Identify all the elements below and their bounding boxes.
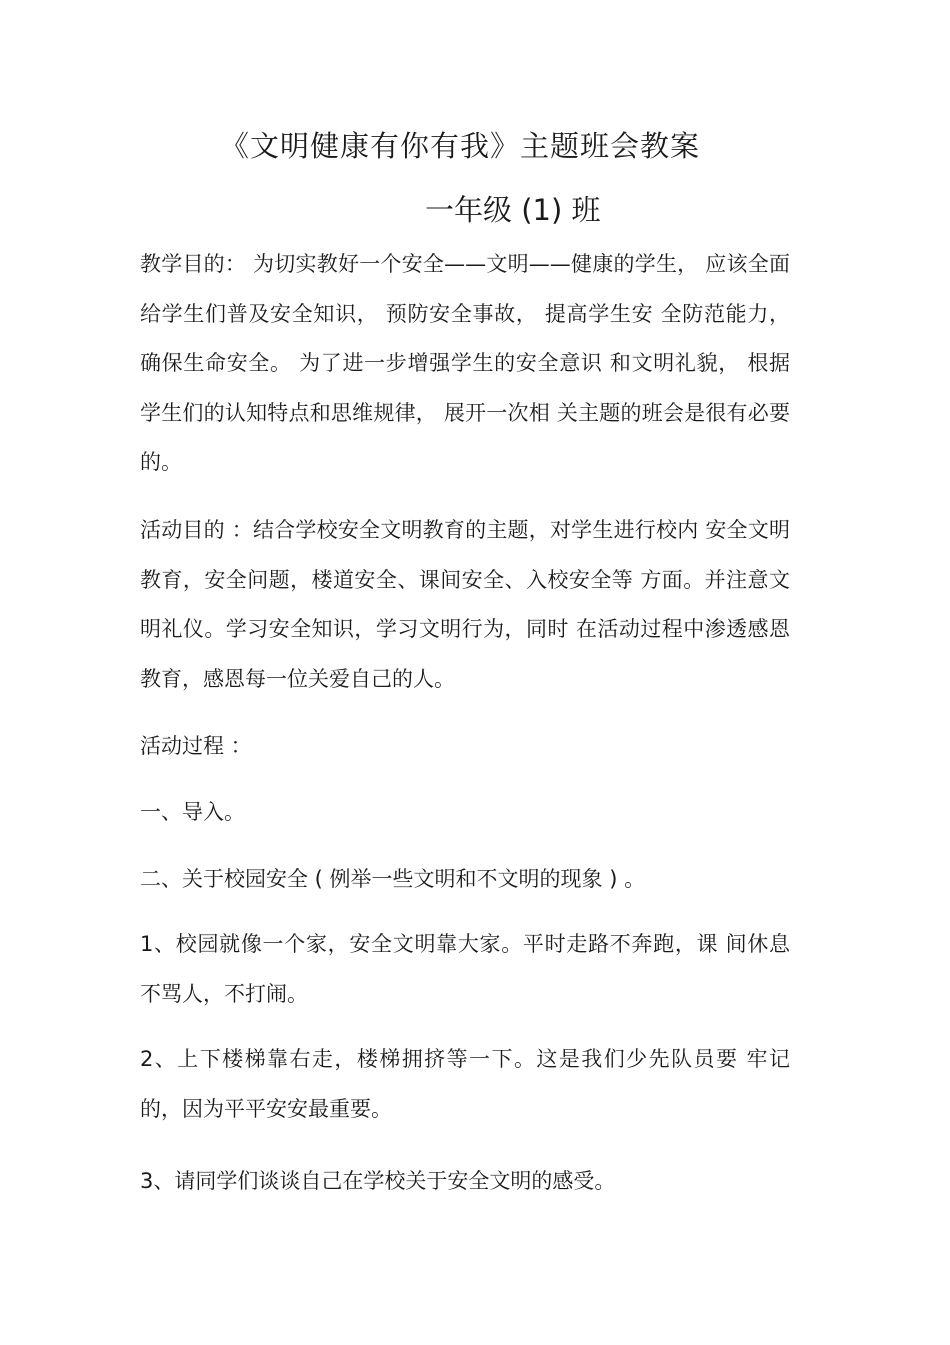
list-item-1: 1、校园就像一个家，安全文明靠大家。平时走路不奔跑，课 间休息不骂人，不打闹。: [140, 932, 790, 1006]
document-title: 《文明健康有你有我》主题班会教案: [219, 129, 700, 163]
teaching-goal-paragraph: 教学目的： 为切实教好一个安全——文明——健康的学生， 应该全面给学生们普及安全知识， 预防安全事故， 提高学生安 全防范能力， 确保生命安全。 为了进一步增强学生的安全意识 和文明礼貌， 根据学生们的认知特点和思维规律， 展开一次相 关主题的班会是很有必要的。: [140, 252, 790, 474]
activity-goal-paragraph: 活动目的 ：结合学校安全文明教育的主题，对学生进行校内 安全文明教育，安全问题，楼道安全、课间安全、入校安全等 方面。并注意文明礼仪。学习安全知识，学习文明行为，同时 在活动过程中渗透感恩教育，感恩每一位关爱自己的人。: [140, 518, 790, 691]
section-intro: 一、导入。: [140, 800, 245, 824]
process-heading: 活动过程 ：: [140, 734, 252, 758]
document-subtitle: 一年级 (1) 班: [425, 193, 601, 227]
list-item-2: 2、上下楼梯靠右走，楼梯拥挤等一下。这是我们少先队员要 牢记的，因为平平安安最重要。: [140, 1047, 790, 1121]
section-campus-safety: 二、关于校园安全 ( 例举一些文明和不文明的现象 ) 。: [140, 867, 646, 891]
list-item-3: 3、请同学们谈谈自己在学校关于安全文明的感受。: [140, 1169, 616, 1193]
